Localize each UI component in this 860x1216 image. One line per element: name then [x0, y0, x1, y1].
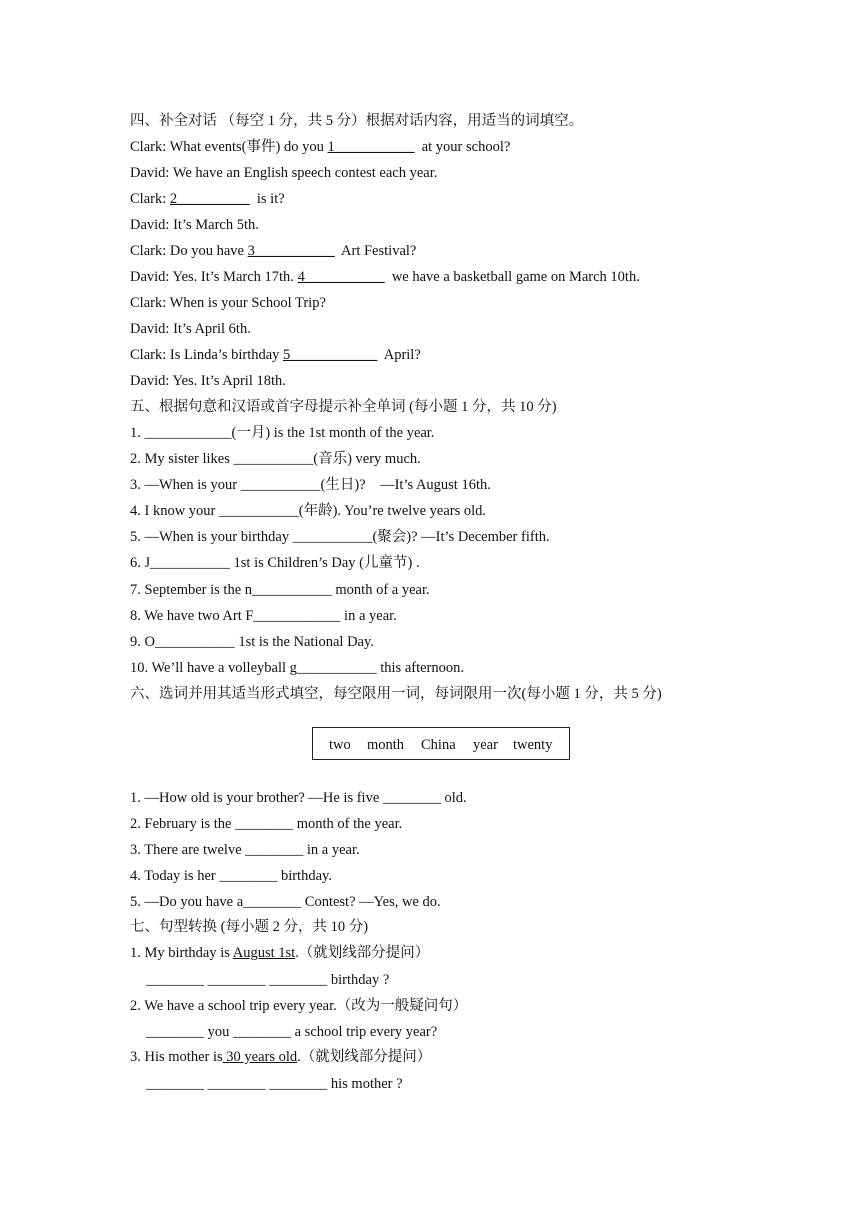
- blank-4: 4___________: [297, 269, 385, 285]
- dialog-line: David: It’s April 6th.: [130, 321, 251, 337]
- question-item: 1. My birthday is August 1st.（就划线部分提问）: [130, 945, 430, 961]
- question-item: 5. —When is your birthday ___________(聚会)? —It’s December fifth.: [130, 529, 550, 545]
- blank-5: 5____________: [283, 347, 378, 363]
- word-bank-word: two: [329, 737, 351, 753]
- dialog-line: Clark: Do you have 3___________ Art Festival?: [130, 243, 417, 259]
- dialog-line: David: Yes. It’s April 18th.: [130, 373, 286, 389]
- question-item: 4. I know your ___________(年龄). You’re twelve years old.: [130, 503, 487, 519]
- question-item: 9. O___________ 1st is the National Day.: [130, 634, 374, 650]
- dialog-line: Clark: What events(事件) do you 1___________ at your school?: [130, 139, 511, 155]
- section-5-heading: 五、根据句意和汉语或首字母提示补全单词 (每小题 1 分，共 10 分): [130, 399, 557, 415]
- word-bank-word: month: [367, 737, 405, 753]
- dialog-line: Clark: Is Linda’s birthday 5____________ April?: [130, 347, 421, 363]
- question-item: 3. His mother is 30 years old.（就划线部分提问）: [130, 1049, 432, 1065]
- answer-blank-line: ________ ________ ________ his mother ?: [146, 1076, 403, 1092]
- question-item: 8. We have two Art F____________ in a year.: [130, 608, 397, 624]
- dialog-line: David: It’s March 5th.: [130, 217, 259, 233]
- section-6-heading: 六、选词并用其适当形式填空，每空限用一词，每词限用一次(每小题 1 分，共 5 分): [130, 686, 662, 702]
- question-item: 7. September is the n___________ month of a year.: [130, 582, 430, 598]
- section-7-heading: 七、句型转换 (每小题 2 分，共 10 分): [130, 919, 369, 935]
- question-item: 2. February is the ________ month of the year.: [130, 816, 403, 832]
- answer-blank-line: ________ you ________ a school trip every year?: [146, 1024, 438, 1040]
- dialog-line: David: Yes. It’s March 17th. 4___________ we have a basketball game on March 10th.: [130, 269, 640, 285]
- section-4-heading: 四、补全对话 （每空 1 分，共 5 分）根据对话内容，用适当的词填空。: [130, 113, 584, 129]
- word-bank-word: twenty: [513, 737, 553, 753]
- word-bank-word: China: [421, 737, 456, 753]
- underlined-phrase: 30 years old: [222, 1049, 298, 1065]
- question-item: 1. —How old is your brother? —He is five ________ old.: [130, 790, 467, 806]
- blank-1: 1___________: [327, 139, 415, 155]
- question-item: 10. We’ll have a volleyball g___________ this afternoon.: [130, 660, 465, 676]
- dialog-line: David: We have an English speech contest each year.: [130, 165, 438, 181]
- underlined-phrase: August 1st: [232, 945, 296, 961]
- question-item: 3. —When is your ___________(生日)? —It’s August 16th.: [130, 477, 491, 493]
- blank-2: 2__________: [169, 191, 250, 207]
- question-item: 3. There are twelve ________ in a year.: [130, 842, 360, 858]
- question-item: 4. Today is her ________ birthday.: [130, 868, 332, 884]
- question-item: 1. ____________(一月) is the 1st month of the year.: [130, 425, 435, 441]
- question-item: 2. My sister likes ___________(音乐) very much.: [130, 451, 421, 467]
- question-item: 6. J___________ 1st is Children’s Day (儿童节) .: [130, 555, 420, 571]
- dialog-line: Clark: When is your School Trip?: [130, 295, 326, 311]
- word-bank-box: [312, 727, 570, 760]
- question-item: 5. —Do you have a________ Contest? —Yes, we do.: [130, 894, 441, 910]
- question-item: 2. We have a school trip every year.（改为一般疑问句）: [130, 998, 468, 1014]
- word-bank-word: year: [473, 737, 498, 753]
- answer-blank-line: ________ ________ ________ birthday ?: [146, 972, 390, 988]
- dialog-line: Clark: 2__________ is it?: [130, 191, 285, 207]
- blank-3: 3___________: [247, 243, 335, 259]
